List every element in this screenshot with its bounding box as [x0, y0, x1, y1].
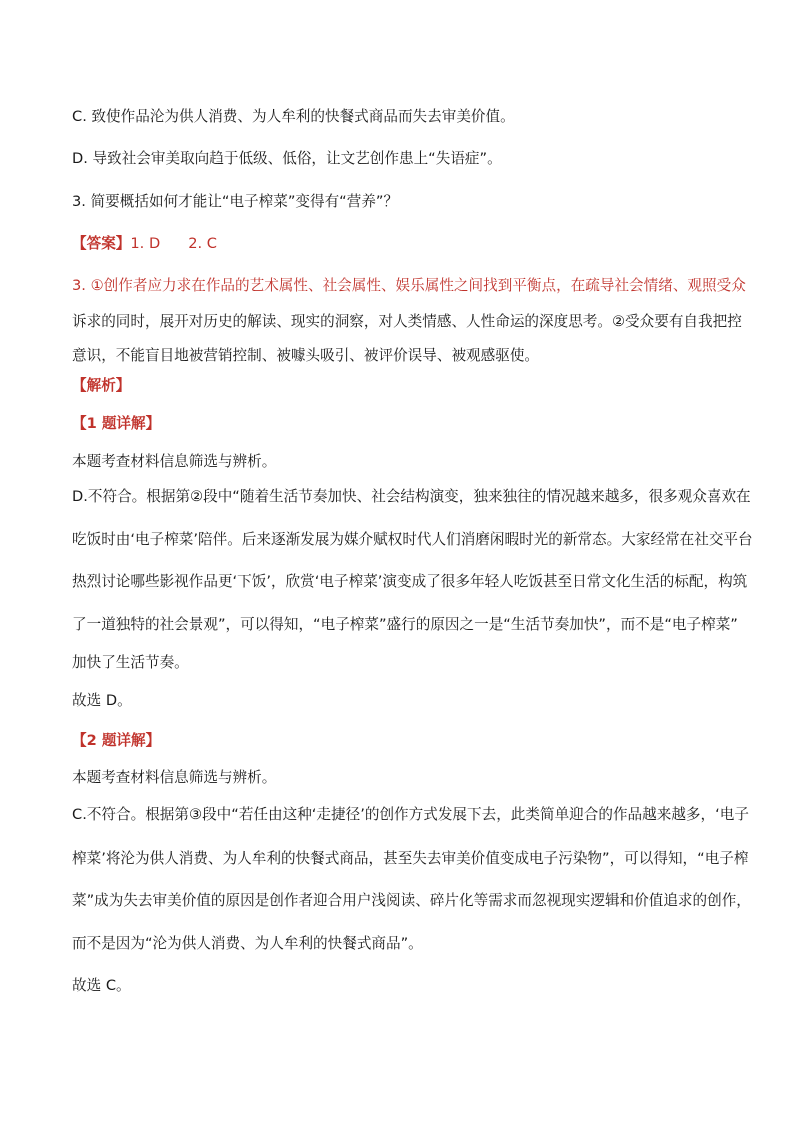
q2-line: 而不是因为“沦为供人消费、为人牟利的快餐式商品”。	[72, 935, 423, 952]
answer-label: 【答案】	[72, 235, 131, 252]
answer-q3-prefix: 3.	[72, 277, 86, 294]
answer-q3-line3: 意识，不能盲目地被营销控制、被噱头吸引、被评价误导、被观感驱使。	[72, 347, 540, 364]
answer-q1: 1. D	[130, 235, 161, 252]
q1-conclusion: 故选 D。	[72, 692, 132, 709]
q1-line: 热烈讨论哪些影视作品更‘下饭’，欣赏‘电子榨菜’演变成了很多年轻人吃饭甚至日常文化生活的标配，构筑	[72, 573, 748, 590]
q1-line: D.不符合。根据第②段中“随着生活节奏加快、社会结构演变，独来独往的情况越来越多，很多观众喜欢在	[72, 488, 751, 505]
q2-heading: 【2 题详解】	[72, 732, 161, 749]
q1-line: 加快了生活节奏。	[72, 654, 189, 671]
analysis-label: 【解析】	[72, 377, 131, 394]
answer-q3-line2: 诉求的同时，展开对历史的解读、现实的洞察，对人类情感、人性命运的深度思考。②受众要有自我把控	[72, 313, 742, 330]
q2-intro: 本题考查材料信息筛选与辨析。	[72, 769, 277, 786]
option-c: C. 致使作品沦为供人消费、为人牟利的快餐式商品而失去审美价值。	[72, 108, 515, 125]
q2-line: C.不符合。根据第③段中“若任由这种‘走捷径’的创作方式发展下去，此类简单迎合的作品越来越多，‘电子	[72, 806, 749, 823]
q1-intro: 本题考查材料信息筛选与辨析。	[72, 453, 277, 470]
question-3: 3. 简要概括如何才能让“电子榨菜”变得有“营养”？	[72, 193, 399, 210]
q1-line: 吃饭时由‘电子榨菜’陪伴。后来逐渐发展为媒介赋权时代人们消磨闲暇时光的新常态。大家经常在社交平台	[72, 531, 753, 548]
option-d: D. 导致社会审美取向趋于低级、低俗，让文艺创作患上“失语症”。	[72, 150, 502, 167]
q1-line: 了一道独特的社会景观”，可以得知，“电子榨菜”盛行的原因之一是“生活节奏加快”，而不是“电子榨菜”	[72, 616, 738, 633]
q2-line: 菜”成为失去审美价值的原因是创作者迎合用户浅阅读、碎片化等需求而忽视现实逻辑和价值追求的创作，	[72, 892, 751, 909]
q2-line: 榨菜’将沦为供人消费、为人牟利的快餐式商品，甚至失去审美价值变成电子污染物”，可以得知，“电子榨	[72, 850, 749, 867]
answer-q3-text1: ①创作者应力求在作品的艺术属性、社会属性、娱乐属性之间找到平衡点，在疏导社会情绪、观照受众	[90, 277, 746, 294]
q1-heading: 【1 题详解】	[72, 415, 161, 432]
answer-q3-line1	[72, 276, 746, 296]
answer-row	[72, 234, 217, 254]
q2-conclusion: 故选 C。	[72, 977, 131, 994]
answer-q2: 2. C	[188, 235, 217, 252]
